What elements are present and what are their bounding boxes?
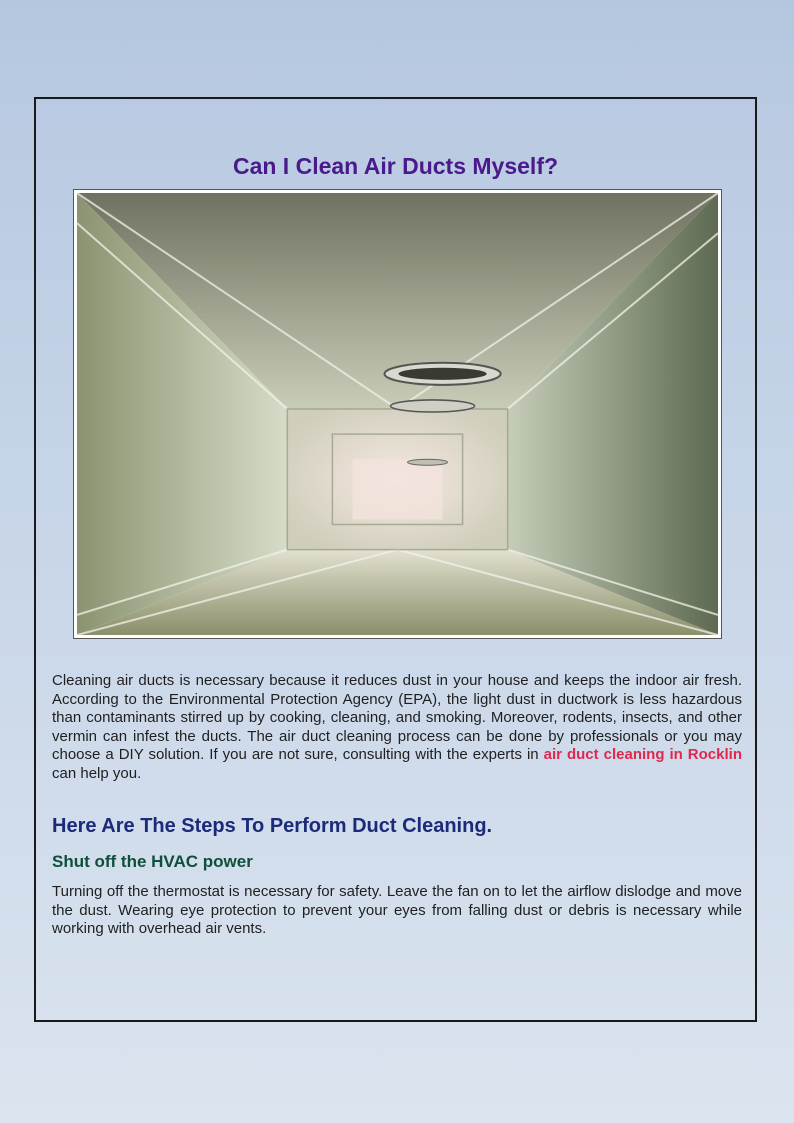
rocklin-service-link[interactable]: air duct cleaning in Rocklin	[543, 746, 742, 763]
step-1-heading: Shut off the HVAC power	[52, 852, 253, 871]
intro-text-end: can help you.	[52, 764, 142, 782]
step-1-paragraph: Turning off the thermostat is necessary for safety. Leave the fan on to let the airflow dislodge and move the dust. Wearing eye protection to prevent your eyes from falling dust or debris is necessary while working with overhead air vents.	[52, 883, 742, 937]
steps-heading: Here Are The Steps To Perform Duct Cleaning.	[52, 815, 493, 837]
content-frame	[34, 97, 757, 1022]
intro-text-start: Cleaning air ducts is necessary because it reduces dust in your house and keeps the indoor air fresh. According to the Environmental Protection Agency (EPA), the light dust in ductwork is less hazardous than contaminants stirred up by cooking, cleaning, and smoking. Moreover, rodents, insects, and other vermin can infest the ducts. The air duct cleaning process can be done by professionals or you may choose a DIY solution. If you are not sure, consulting with the experts in	[52, 672, 742, 763]
duct-photo	[73, 189, 722, 639]
duct-interior-image	[77, 193, 718, 635]
intro-paragraph	[52, 672, 742, 783]
page-title: Can I Clean Air Ducts Myself?	[232, 153, 559, 179]
